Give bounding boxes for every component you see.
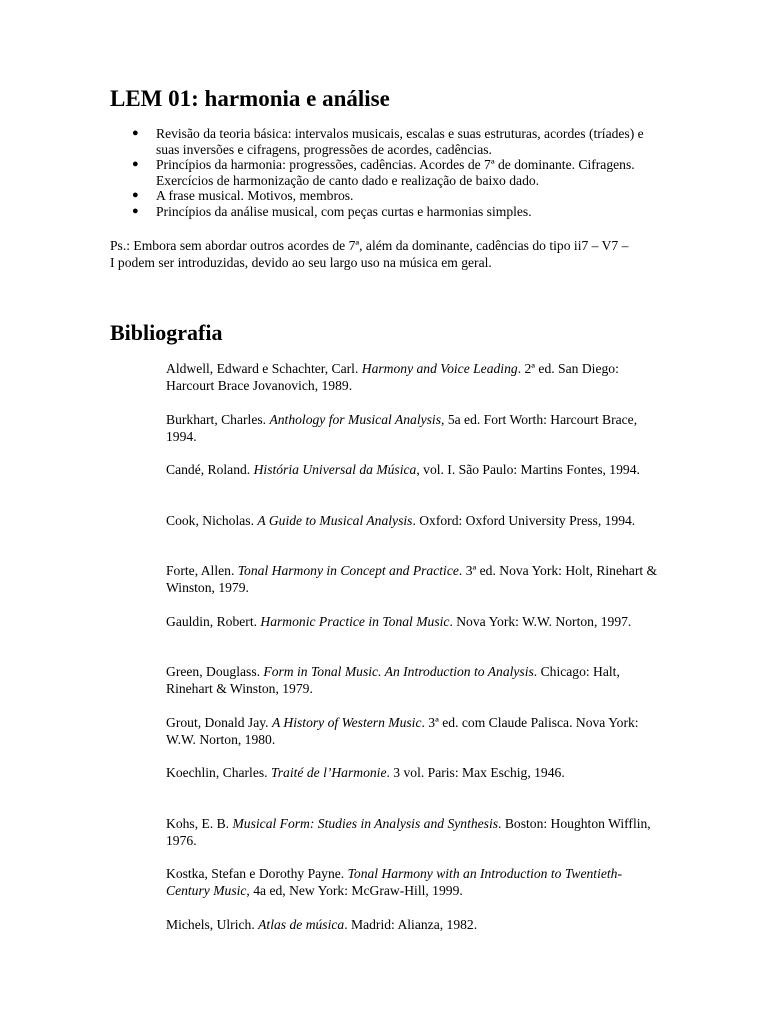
reference-entry — [166, 764, 666, 815]
reference-authors: Kostka, Stefan e Dorothy Payne. — [166, 866, 348, 881]
topic-item — [110, 157, 670, 188]
reference-authors: Burkhart, Charles. — [166, 411, 270, 427]
reference-entry — [166, 512, 666, 563]
reference-title: A Guide to Musical Analysis — [257, 512, 413, 528]
reference-authors: Candé, Roland. — [166, 462, 254, 477]
reference-entry — [166, 411, 666, 462]
reference-entry — [166, 562, 666, 613]
reference-entry — [166, 613, 666, 664]
reference-entry — [166, 360, 666, 411]
reference-authors: Gauldin, Robert. — [166, 613, 261, 629]
reference-publication: , vol. I. São Paulo: Martins Fontes, 1994. — [416, 462, 640, 477]
reference-title: Tonal Harmony in Concept and Practice — [237, 563, 459, 578]
reference-title: Form in Tonal Music. An Introduction to Analysis — [263, 664, 534, 679]
reference-title: Atlas de música — [258, 917, 345, 932]
reference-entry — [166, 663, 666, 714]
bullet-icon: ● — [132, 158, 139, 170]
topic-item — [110, 126, 670, 157]
reference-publication: , 4a ed, New York: McGraw-Hill, 1999. — [246, 883, 463, 898]
postscript-line: Ps.: Embora sem abordar outros acordes de 7ª, além da dominante, cadências do tipo ii7 – V7 – — [110, 238, 629, 253]
reference-entry — [166, 815, 666, 866]
reference-entry — [166, 714, 666, 765]
topic-item — [110, 188, 670, 204]
reference-authors: Cook, Nicholas. — [166, 512, 258, 528]
reference-authors: Kohs, E. B. — [166, 815, 233, 831]
reference-authors: Green, Douglass. — [166, 664, 264, 679]
reference-authors: Grout, Donald Jay. — [166, 714, 272, 730]
reference-title: Anthology for Musical Analysis — [269, 411, 442, 427]
reference-publication: . Boston: Houghton Wifflin, 1976. — [166, 815, 651, 848]
topic-text: Princípios da harmonia: progressões, cadências. Acordes de 7ª de dominante. Cifragens. Exercícios de harmonização de canto dado e realização de baixo dado. — [156, 157, 635, 188]
topic-text: A frase musical. Motivos, membros. — [156, 188, 354, 203]
topic-item — [110, 204, 670, 220]
reference-title: Traité de l’Harmonie — [270, 765, 387, 780]
reference-publication: , 5a ed. Fort Worth: Harcourt Brace, 1994. — [166, 411, 638, 444]
reference-authors: Forte, Allen. — [166, 563, 238, 578]
reference-publication: . 3ª ed. Nova York: Holt, Rinehart & Winston, 1979. — [166, 563, 658, 595]
topics-list — [110, 126, 670, 219]
reference-title: Tonal Harmony with an Introduction to Twentieth- Century Music — [166, 866, 622, 898]
reference-publication: . 2ª ed. San Diego: Harcourt Brace Jovanovich, 1989. — [166, 361, 619, 393]
bullet-icon: ● — [132, 204, 139, 217]
page-title: LEM 01: harmonia e análise — [110, 86, 390, 111]
bibliography-list — [166, 360, 666, 967]
reference-authors: Koechlin, Charles. — [166, 765, 271, 780]
reference-publication: . 3 vol. Paris: Max Eschig, 1946. — [386, 765, 565, 780]
reference-publication: . Oxford: Oxford University Press, 1994. — [412, 512, 636, 528]
reference-publication: . Nova York: W.W. Norton, 1997. — [449, 613, 632, 629]
reference-authors: Michels, Ulrich. — [166, 917, 259, 932]
reference-publication: . Madrid: Alianza, 1982. — [344, 917, 478, 932]
reference-title: A History of Western Music — [271, 714, 422, 730]
reference-publication: . Chicago: Halt, Rinehart & Winston, 1979. — [166, 664, 620, 696]
bullet-icon: ● — [132, 189, 139, 201]
reference-entry — [166, 461, 666, 512]
reference-entry — [166, 865, 666, 916]
reference-title: História Universal da Música — [253, 462, 417, 477]
postscript-note — [110, 238, 666, 271]
bullet-icon: ● — [132, 127, 139, 139]
reference-title: Harmonic Practice in Tonal Music — [260, 613, 450, 629]
reference-title: Musical Form: Studies in Analysis and Synthesis — [232, 815, 499, 831]
postscript-line: I podem ser introduzidas, devido ao seu largo uso na música em geral. — [110, 254, 492, 270]
reference-title: Harmony and Voice Leading — [361, 361, 518, 376]
reference-publication: . 3ª ed. com Claude Palisca. Nova York: W.W. Norton, 1980. — [166, 714, 639, 747]
bibliography-heading: Bibliografia — [110, 320, 223, 345]
topic-text: Princípios da análise musical, com peças curtas e harmonias simples. — [156, 203, 532, 219]
reference-authors: Aldwell, Edward e Schachter, Carl. — [166, 361, 362, 376]
topic-text: Revisão da teoria básica: intervalos musicais, escalas e suas estruturas, acordes (tríades) e suas inversões e cifragens, progressões de acordes, cadências. — [156, 126, 644, 157]
reference-entry — [166, 916, 666, 967]
